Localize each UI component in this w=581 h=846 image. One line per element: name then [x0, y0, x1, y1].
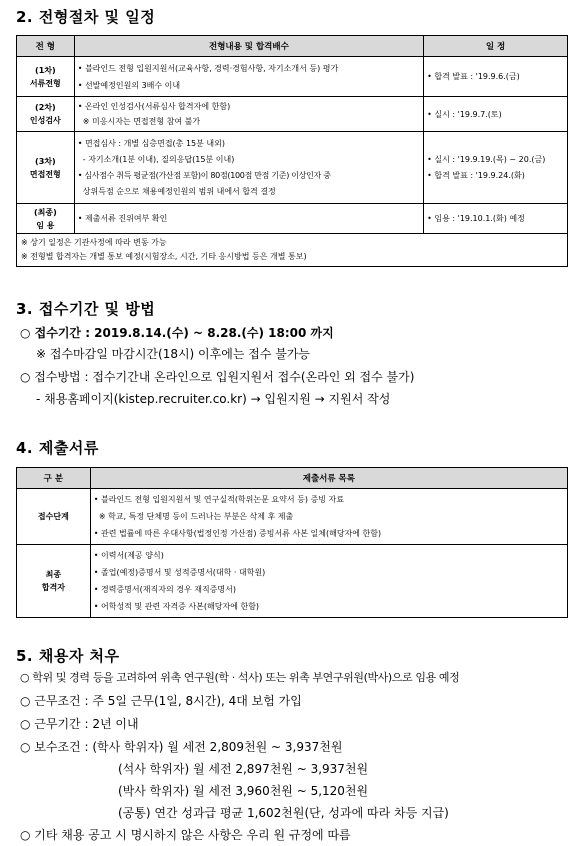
- salary-doctor: (박사 학위자) 월 세전 3,960천원 ~ 5,120천원: [118, 784, 369, 798]
- schedule-cell: [424, 97, 568, 132]
- table-row: [17, 97, 568, 132]
- header-content: 전형내용 및 합격배수: [74, 36, 423, 57]
- doc-list-cell: [90, 545, 567, 618]
- documents-table: [16, 467, 568, 618]
- content-line: • 면접심사 : 개별 심층면접(총 15분 내외): [77, 138, 225, 148]
- deadline-note: ※ 접수마감일 마감시간(18시) 이후에는 접수 불가능: [36, 347, 311, 361]
- table-row: [17, 57, 568, 97]
- selection-schedule-table: [16, 35, 568, 267]
- table-header-row: [17, 36, 568, 57]
- header-category: 구 분: [17, 468, 91, 489]
- stage-cell: [17, 57, 75, 97]
- content-line: 상위득점 순으로 채용예정인원의 범위 내에서 합격 결정: [77, 186, 276, 196]
- stage-cell: [17, 132, 75, 204]
- category-line: 합격자: [41, 583, 65, 592]
- stage-line: 임 용: [36, 220, 55, 230]
- table-header-row: [17, 468, 568, 489]
- schedule-line: • 임용 : '19.10.1.(화) 예정: [427, 214, 525, 223]
- category-line: 접수단계: [37, 512, 69, 521]
- schedule-cell: [424, 204, 568, 234]
- work-period: ○ 근무기간 : 2년 이내: [20, 717, 139, 731]
- category-cell: [17, 545, 91, 618]
- doc-list-cell: [90, 489, 567, 545]
- stage-line: (3차): [35, 156, 56, 166]
- stage-line: (최종): [33, 207, 57, 217]
- stage-line: (1차): [35, 65, 56, 75]
- stage-cell: [17, 97, 75, 132]
- application-period: ○ 접수기간 : 2019.8.14.(수) ~ 8.28.(수) 18:00 까지: [20, 326, 334, 340]
- stage-cell: [17, 204, 75, 234]
- salary-master: (석사 학위자) 월 세전 2,897천원 ~ 3,937천원: [118, 762, 369, 776]
- note-line: ※ 전형별 합격자는 개별 통보 예정(시험장소, 시간, 기타 응시방법 등은 개별 통보): [21, 252, 307, 261]
- header-schedule: 일 정: [424, 36, 568, 57]
- application-method: ○ 접수방법 : 접수기간내 온라인으로 입원지원서 접수(온라인 외 접수 불가): [20, 370, 415, 384]
- note-line: ※ 상기 일정은 기관사정에 따라 변동 가능: [21, 238, 167, 247]
- content-cell: [74, 57, 423, 97]
- section-5-title: 5. 채용자 처우: [16, 647, 120, 665]
- schedule-line: • 합격 발표 : '19.9.6.(금): [427, 72, 520, 81]
- content-cell: [74, 204, 423, 234]
- doc-item: • 어학성적 및 관련 자격증 사본(해당자에 한함): [93, 602, 260, 611]
- content-line: • 선발예정인원의 3배수 이내: [77, 80, 181, 90]
- content-line: ※ 미응시자는 면접전형 참여 불가: [77, 117, 201, 126]
- doc-item: ※ 학교, 특정 단체명 등이 드러나는 부분은 삭제 후 제출: [93, 512, 294, 521]
- category-cell: [17, 489, 91, 545]
- table-row: [17, 132, 568, 204]
- content-cell: [74, 132, 423, 204]
- content-line: • 심사점수 취득 평균점(가산점 포함)이 80점(100점 만점 기준) 이상인자 중: [77, 170, 331, 180]
- doc-item: • 졸업(예정)증명서 및 성적증명서(대학 · 대학원): [93, 568, 266, 577]
- section-3-title: 3. 접수기간 및 방법: [16, 300, 156, 318]
- doc-item: • 블라인드 전형 입원지원서 및 연구실적(학위논문 요약서 등) 증빙 자료: [93, 495, 344, 504]
- content-cell: [74, 97, 423, 132]
- header-stage: 전 형: [17, 36, 75, 57]
- salary-bachelor: ○ 보수조건 : (학사 학위자) 월 세전 2,809천원 ~ 3,937천원: [20, 740, 343, 754]
- notes-cell: [17, 234, 568, 267]
- content-line: - 자기소개(1분 이내), 질의응답(15분 이내): [77, 154, 235, 164]
- content-line: • 블라인드 전형 입원지원서(교육사항, 경력·경험사항, 자기소개서 등) 평가: [77, 63, 339, 73]
- table-row: [17, 545, 568, 618]
- header-doc-list: 제출서류 목록: [90, 468, 567, 489]
- appointment-line: ○ 학위 및 경력 등을 고려하여 위촉 연구원(학 · 석사) 또는 위촉 부연구위원(박사)으로 임용 예정: [20, 671, 460, 684]
- category-line: 최종: [45, 570, 62, 579]
- schedule-cell: [424, 132, 568, 204]
- content-line: • 온라인 인성검사(서류심사 합격자에 한함): [77, 102, 231, 111]
- work-conditions: ○ 근무조건 : 주 5일 근무(1일, 8시간), 4대 보험 가입: [20, 694, 302, 708]
- stage-line: 면접전형: [29, 169, 61, 179]
- application-steps: - 채용홈페이지(kistep.recruiter.co.kr) → 입원지원 → 지원서 작성: [36, 392, 391, 406]
- stage-line: (2차): [35, 103, 56, 112]
- section-4-title: 4. 제출서류: [16, 439, 99, 457]
- schedule-line: • 실시 : '19.9.19.(목) ~ 20.(금): [427, 154, 546, 164]
- salary-bonus: (공통) 연간 성과급 평균 1,602천원(단, 성과에 따라 차등 지급): [118, 806, 449, 820]
- table-row: [17, 489, 568, 545]
- notes-row: [17, 234, 568, 267]
- table-row: [17, 204, 568, 234]
- doc-item: • 이력서(제공 양식): [93, 551, 164, 560]
- doc-item: • 관련 법률에 따른 우대사항(법정인정 가산점) 증빙서류 사본 일체(해당자에 한함): [93, 529, 382, 538]
- schedule-line: • 실시 : '19.9.7.(토): [427, 109, 502, 119]
- schedule-line: • 합격 발표 : '19.9.24.(화): [427, 170, 525, 180]
- stage-line: 서류전형: [29, 78, 61, 88]
- doc-item: • 경력증명서(재직자의 경우 재직증명서): [93, 585, 236, 594]
- content-line: • 제출서류 진위여부 확인: [77, 214, 168, 223]
- schedule-cell: [424, 57, 568, 97]
- other-rules: ○ 기타 채용 공고 시 명시하지 않은 사항은 우리 원 규정에 따름: [20, 828, 351, 842]
- stage-line: 인성검사: [29, 116, 61, 125]
- section-2-title: 2. 전형절차 및 일정: [16, 8, 156, 26]
